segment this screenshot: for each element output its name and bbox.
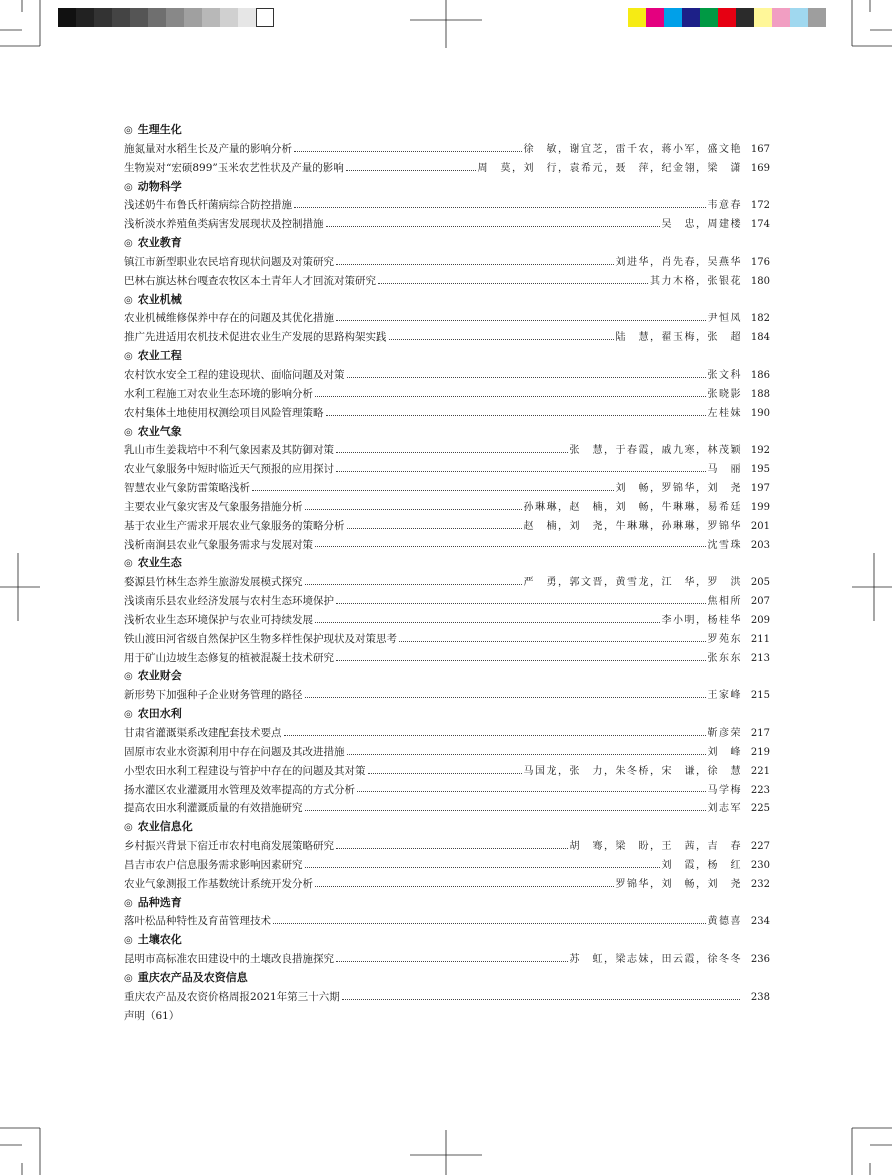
color-swatch [202, 8, 220, 27]
section-title: 农业财会 [137, 669, 182, 683]
entry-title: 推广先进适用农机技术促进农业生产发展的思路构架实践 [124, 331, 387, 344]
entry-authors: 刘进华，肖先春，吴燕华 [615, 256, 742, 268]
entry-title: 主要农业气象灾害及气象服务措施分析 [124, 500, 303, 513]
entry-page-number: 201 [750, 520, 770, 532]
toc-entry[interactable] [124, 988, 770, 1007]
toc-entry[interactable] [124, 309, 770, 328]
entry-page-number: 223 [750, 784, 770, 796]
entry-authors: 胡 骞，梁 盼，王 茜，吉 春 [569, 841, 742, 853]
entry-page-number: 186 [750, 369, 770, 381]
dot-leader [378, 283, 648, 284]
color-swatch [238, 8, 256, 27]
entry-page-number: 221 [750, 765, 770, 777]
entry-title: 落叶松品种特性及育苗管理技术 [124, 915, 271, 928]
toc-entry[interactable] [124, 253, 770, 272]
section-heading [124, 818, 770, 837]
section-title: 土壤农化 [137, 933, 182, 947]
color-swatch [628, 8, 646, 27]
entry-page-number: 188 [750, 388, 770, 400]
color-swatch [790, 8, 808, 27]
dot-leader [347, 377, 706, 378]
entry-authors: 焦相所 [707, 596, 742, 608]
toc-entry[interactable] [124, 573, 770, 592]
section-marker-icon: ◎ [124, 935, 133, 947]
toc-entry[interactable] [124, 743, 770, 762]
entry-title: 浅析南涧县农业气象服务需求与发展对策 [124, 538, 313, 551]
grayscale-calibration-bar [58, 8, 274, 27]
toc-entry[interactable] [124, 649, 770, 668]
dot-leader [305, 509, 522, 510]
entry-authors: 周 莫，刘 行，袁希元，聂 萍，纪金翎，梁 潇 [477, 162, 742, 174]
color-swatch [220, 8, 238, 27]
section-title: 农业机械 [137, 292, 182, 306]
entry-title: 镇江市新型职业农民培育现状问题及对策研究 [124, 255, 334, 268]
toc-entry[interactable] [124, 781, 770, 800]
section-marker-icon: ◎ [124, 426, 133, 438]
dot-leader [347, 528, 522, 529]
entry-title: 新形势下加强种子企业财务管理的路径 [124, 689, 303, 702]
section-title: 农业教育 [137, 236, 182, 250]
section-marker-icon: ◎ [124, 181, 133, 193]
toc-entry[interactable] [124, 140, 770, 159]
entry-title: 浅析农业生态环境保护与农业可持续发展 [124, 613, 313, 626]
dot-leader [347, 754, 706, 755]
entry-page-number: 225 [750, 803, 770, 815]
dot-leader [273, 923, 706, 924]
color-swatch [112, 8, 130, 27]
toc-entry[interactable] [124, 366, 770, 385]
entry-authors: 罗锦华，刘 畅，刘 尧 [615, 878, 742, 890]
color-swatch [646, 8, 664, 27]
section-title: 农业工程 [137, 349, 182, 363]
entry-page-number: 192 [750, 445, 770, 457]
color-swatch [808, 8, 826, 27]
section-heading [124, 291, 770, 310]
entry-title: 浅谈南乐县农业经济发展与农村生态环境保护 [124, 595, 334, 608]
entry-title: 用于矿山边坡生态修复的植被混凝土技术研究 [124, 651, 334, 664]
entry-title: 生物炭对“宏硕899”玉米农艺性状及产量的影响 [124, 161, 344, 174]
entry-title: 巴林右旗达林台嘎查农牧区本土青年人才回流对策研究 [124, 274, 376, 287]
toc-entry[interactable] [124, 950, 770, 969]
entry-page-number: 213 [750, 652, 770, 664]
entry-page-number: 238 [750, 991, 770, 1003]
section-title: 生理生化 [137, 123, 182, 136]
entry-authors: 靳彦荣 [707, 728, 742, 739]
color-swatch [130, 8, 148, 27]
dot-leader [368, 773, 522, 774]
dot-leader [305, 584, 522, 585]
color-swatch [664, 8, 682, 27]
entry-page-number: 167 [750, 143, 770, 155]
entry-page-number: 205 [750, 577, 770, 589]
dot-leader [336, 603, 706, 604]
entry-page-number: 195 [750, 464, 770, 476]
entry-page-number: 209 [750, 614, 770, 626]
entry-title: 固原市农业水资源利用中存在问题及其改进措施 [124, 745, 345, 758]
dot-leader [294, 151, 522, 152]
entry-authors: 马 丽 [707, 464, 742, 476]
toc-entry[interactable] [124, 404, 770, 423]
section-heading [124, 667, 770, 686]
dot-leader [284, 735, 706, 736]
entry-title: 提高农田水利灌溉质量的有效措施研究 [124, 802, 303, 815]
dot-leader [336, 471, 706, 472]
toc-entry[interactable] [124, 517, 770, 536]
toc-entry[interactable] [124, 215, 770, 234]
entry-authors: 左桂妹 [707, 407, 742, 419]
section-heading [124, 347, 770, 366]
entry-authors: 严 勇，郭文晋，黄雪龙，江 华，罗 洪 [523, 577, 742, 589]
section-heading [124, 969, 770, 988]
section-heading [124, 234, 770, 253]
entry-authors: 张 慧，于春霞，戚九寒，林茂颖 [569, 445, 742, 457]
toc-entry[interactable] [124, 460, 770, 479]
color-swatch [184, 8, 202, 27]
toc-entry[interactable] [124, 799, 770, 818]
entry-page-number: 182 [750, 313, 770, 325]
color-swatch [58, 8, 76, 27]
dot-leader [315, 546, 706, 547]
entry-title: 扬水灌区农业灌溉用水管理及效率提高的方式分析 [124, 783, 355, 796]
section-marker-icon: ◎ [124, 709, 133, 721]
entry-page-number: 232 [750, 878, 770, 890]
toc-entry[interactable] [124, 875, 770, 894]
dot-leader [389, 339, 614, 340]
toc-entry[interactable] [124, 762, 770, 781]
section-title: 动物科学 [137, 179, 182, 193]
dot-leader [336, 961, 568, 962]
entry-authors: 张晓影 [707, 388, 742, 400]
entry-authors: 吴 忠，周建楼 [661, 219, 742, 231]
statement-line: 声明（61） [124, 1009, 180, 1022]
entry-title: 农村饮水安全工程的建设现状、面临问题及对策 [124, 368, 345, 381]
toc-entry[interactable] [124, 272, 770, 291]
entry-title: 铁山渡田河省级自然保护区生物多样性保护现状及对策思考 [124, 632, 397, 645]
entry-page-number: 227 [750, 841, 770, 853]
entry-title: 乡村振兴背景下宿迁市农村电商发展策略研究 [124, 840, 334, 853]
dot-leader [326, 415, 706, 416]
section-marker-icon: ◎ [124, 294, 133, 306]
color-swatch [700, 8, 718, 27]
color-swatch [718, 8, 736, 27]
toc-entry[interactable] [124, 837, 770, 856]
entry-authors: 沈雪珠 [707, 539, 742, 551]
dot-leader [315, 886, 614, 887]
entry-page-number: 203 [750, 539, 770, 551]
section-heading [124, 931, 770, 950]
color-swatch [736, 8, 754, 27]
color-swatch [166, 8, 184, 27]
entry-page-number: 219 [750, 746, 770, 758]
dot-leader [336, 848, 568, 849]
entry-page-number: 169 [750, 162, 770, 174]
dot-leader [357, 791, 706, 792]
entry-page-number: 211 [750, 633, 770, 645]
toc-entry[interactable] [124, 159, 770, 178]
toc-entry[interactable] [124, 856, 770, 875]
toc-entry[interactable] [124, 498, 770, 517]
section-marker-icon: ◎ [124, 558, 133, 570]
entry-page-number: 190 [750, 407, 770, 419]
entry-page-number: 197 [750, 483, 770, 495]
entry-authors: 罗苑东 [707, 633, 742, 645]
entry-title: 重庆农产品及农资价格周报2021年第三十六期 [124, 990, 340, 1003]
entry-title: 智慧农业气象防雷策略浅析 [124, 482, 250, 495]
toc-entry[interactable] [124, 385, 770, 404]
section-marker-icon: ◎ [124, 351, 133, 363]
dot-leader [315, 622, 660, 623]
dot-leader [305, 810, 706, 811]
color-swatch [148, 8, 166, 27]
entry-authors: 刘志军 [707, 803, 742, 815]
entry-authors: 孙琳琳，赵 楠，刘 畅，牛琳琳，易希廷 [523, 501, 742, 513]
section-title: 农业气象 [137, 424, 182, 438]
entry-authors: 韦意春 [707, 200, 742, 212]
entry-page-number: 180 [750, 275, 770, 287]
dot-leader [346, 170, 476, 171]
entry-page-number: 236 [750, 954, 770, 966]
entry-authors: 张东东 [707, 652, 742, 664]
section-heading [124, 121, 770, 140]
toc-entry[interactable] [124, 536, 770, 555]
section-title: 品种选育 [137, 895, 182, 909]
entry-title: 浅析淡水养殖鱼类病害发展现状及控制措施 [124, 218, 324, 231]
entry-title: 小型农田水利工程建设与管护中存在的问题及其对策 [124, 764, 366, 777]
entry-title: 农业气象服务中短时临近天气预报的应用探讨 [124, 463, 334, 476]
section-marker-icon: ◎ [124, 972, 133, 984]
entry-authors: 王家峰 [707, 690, 742, 702]
section-heading [124, 178, 770, 197]
dot-leader [336, 452, 568, 453]
dot-leader [252, 490, 614, 491]
dot-leader [336, 660, 706, 661]
section-heading [124, 554, 770, 573]
entry-title: 基于农业生产需求开展农业气象服务的策略分析 [124, 519, 345, 532]
entry-title: 农村集体土地使用权测绘项目风险管理策略 [124, 406, 324, 419]
entry-page-number: 199 [750, 501, 770, 513]
toc-entry[interactable] [124, 479, 770, 498]
dot-leader [336, 264, 614, 265]
color-swatch [682, 8, 700, 27]
entry-title: 水利工程施工对农业生态环境的影响分析 [124, 387, 313, 400]
dot-leader [305, 867, 660, 868]
entry-authors: 陆 慧，翟玉梅，张 超 [615, 332, 742, 344]
entry-authors: 徐 敏，谢宜芝，雷千农，蒋小军，盛文艳 [523, 143, 742, 155]
section-marker-icon: ◎ [124, 897, 133, 909]
color-swatch [772, 8, 790, 27]
color-swatch [94, 8, 112, 27]
toc-entry[interactable] [124, 630, 770, 649]
entry-authors: 刘 霞，杨 红 [661, 859, 742, 871]
entry-page-number: 172 [750, 200, 770, 212]
entry-title: 甘肃省灌溉渠系改建配套技术要点 [124, 727, 282, 739]
entry-authors: 马学梅 [707, 784, 742, 796]
section-heading [124, 705, 770, 724]
section-title: 农业生态 [137, 556, 182, 570]
toc-entry[interactable] [124, 328, 770, 347]
dot-leader [326, 226, 660, 227]
toc-entry[interactable] [124, 686, 770, 705]
section-heading [124, 894, 770, 913]
entry-title: 昌吉市农户信息服务需求影响因素研究 [124, 858, 303, 871]
entry-authors: 苏 虹，梁志妹，田云霞，徐冬冬 [569, 954, 742, 966]
table-of-contents [124, 121, 770, 1026]
color-swatch [754, 8, 772, 27]
dot-leader [342, 999, 740, 1000]
section-title: 重庆农产品及农资信息 [137, 970, 248, 984]
entry-authors: 李小明，杨桂华 [661, 614, 742, 626]
toc-entry[interactable] [124, 592, 770, 611]
entry-authors: 张文科 [707, 369, 742, 381]
entry-title: 农业机械维修保养中存在的问题及其优化措施 [124, 312, 334, 325]
section-marker-icon: ◎ [124, 822, 133, 834]
section-marker-icon: ◎ [124, 238, 133, 250]
toc-entry[interactable] [124, 441, 770, 460]
entry-authors: 尹恒凤 [707, 313, 742, 325]
toc-entry[interactable] [124, 724, 770, 743]
entry-page-number: 207 [750, 596, 770, 608]
entry-title: 乳山市生姜栽培中不利气象因素及其防御对策 [124, 444, 334, 457]
dot-leader [305, 697, 706, 698]
entry-authors: 刘 畅，罗锦华，刘 尧 [615, 483, 742, 495]
section-heading [124, 423, 770, 442]
entry-page-number: 184 [750, 332, 770, 344]
entry-authors: 刘 峰 [707, 746, 742, 758]
dot-leader [315, 396, 706, 397]
entry-title: 施氮量对水稻生长及产量的影响分析 [124, 142, 292, 155]
entry-page-number: 217 [750, 728, 770, 739]
entry-title: 婺源县竹林生态养生旅游发展模式探究 [124, 576, 303, 589]
toc-entry[interactable] [124, 912, 770, 931]
entry-page-number: 215 [750, 690, 770, 702]
entry-title: 昆明市高标准农田建设中的土壤改良措施探究 [124, 953, 334, 966]
entry-page-number: 174 [750, 219, 770, 231]
entry-page-number: 230 [750, 859, 770, 871]
dot-leader [294, 207, 706, 208]
section-marker-icon: ◎ [124, 671, 133, 683]
entry-page-number: 176 [750, 256, 770, 268]
toc-entry[interactable] [124, 196, 770, 215]
color-calibration-bar [628, 8, 826, 27]
entry-page-number: 234 [750, 916, 770, 928]
entry-title: 农业气象测报工作基数统计系统开发分析 [124, 877, 313, 890]
entry-authors: 马国龙，张 力，朱冬桥，宋 谦，徐 慧 [523, 765, 742, 777]
entry-title: 浅述奶牛布鲁氏杆菌病综合防控措施 [124, 199, 292, 212]
color-swatch [76, 8, 94, 27]
entry-authors: 其力木格，张银花 [650, 275, 742, 287]
toc-entry[interactable] [124, 611, 770, 630]
dot-leader [336, 320, 706, 321]
entry-authors: 赵 楠，刘 尧，牛琳琳，孙琳琳，罗锦华 [523, 520, 742, 532]
color-swatch [256, 8, 274, 27]
dot-leader [399, 641, 706, 642]
entry-authors: 黄德喜 [707, 916, 742, 928]
section-title: 农田水利 [137, 707, 182, 721]
section-title: 农业信息化 [137, 820, 193, 834]
section-marker-icon: ◎ [124, 125, 133, 136]
